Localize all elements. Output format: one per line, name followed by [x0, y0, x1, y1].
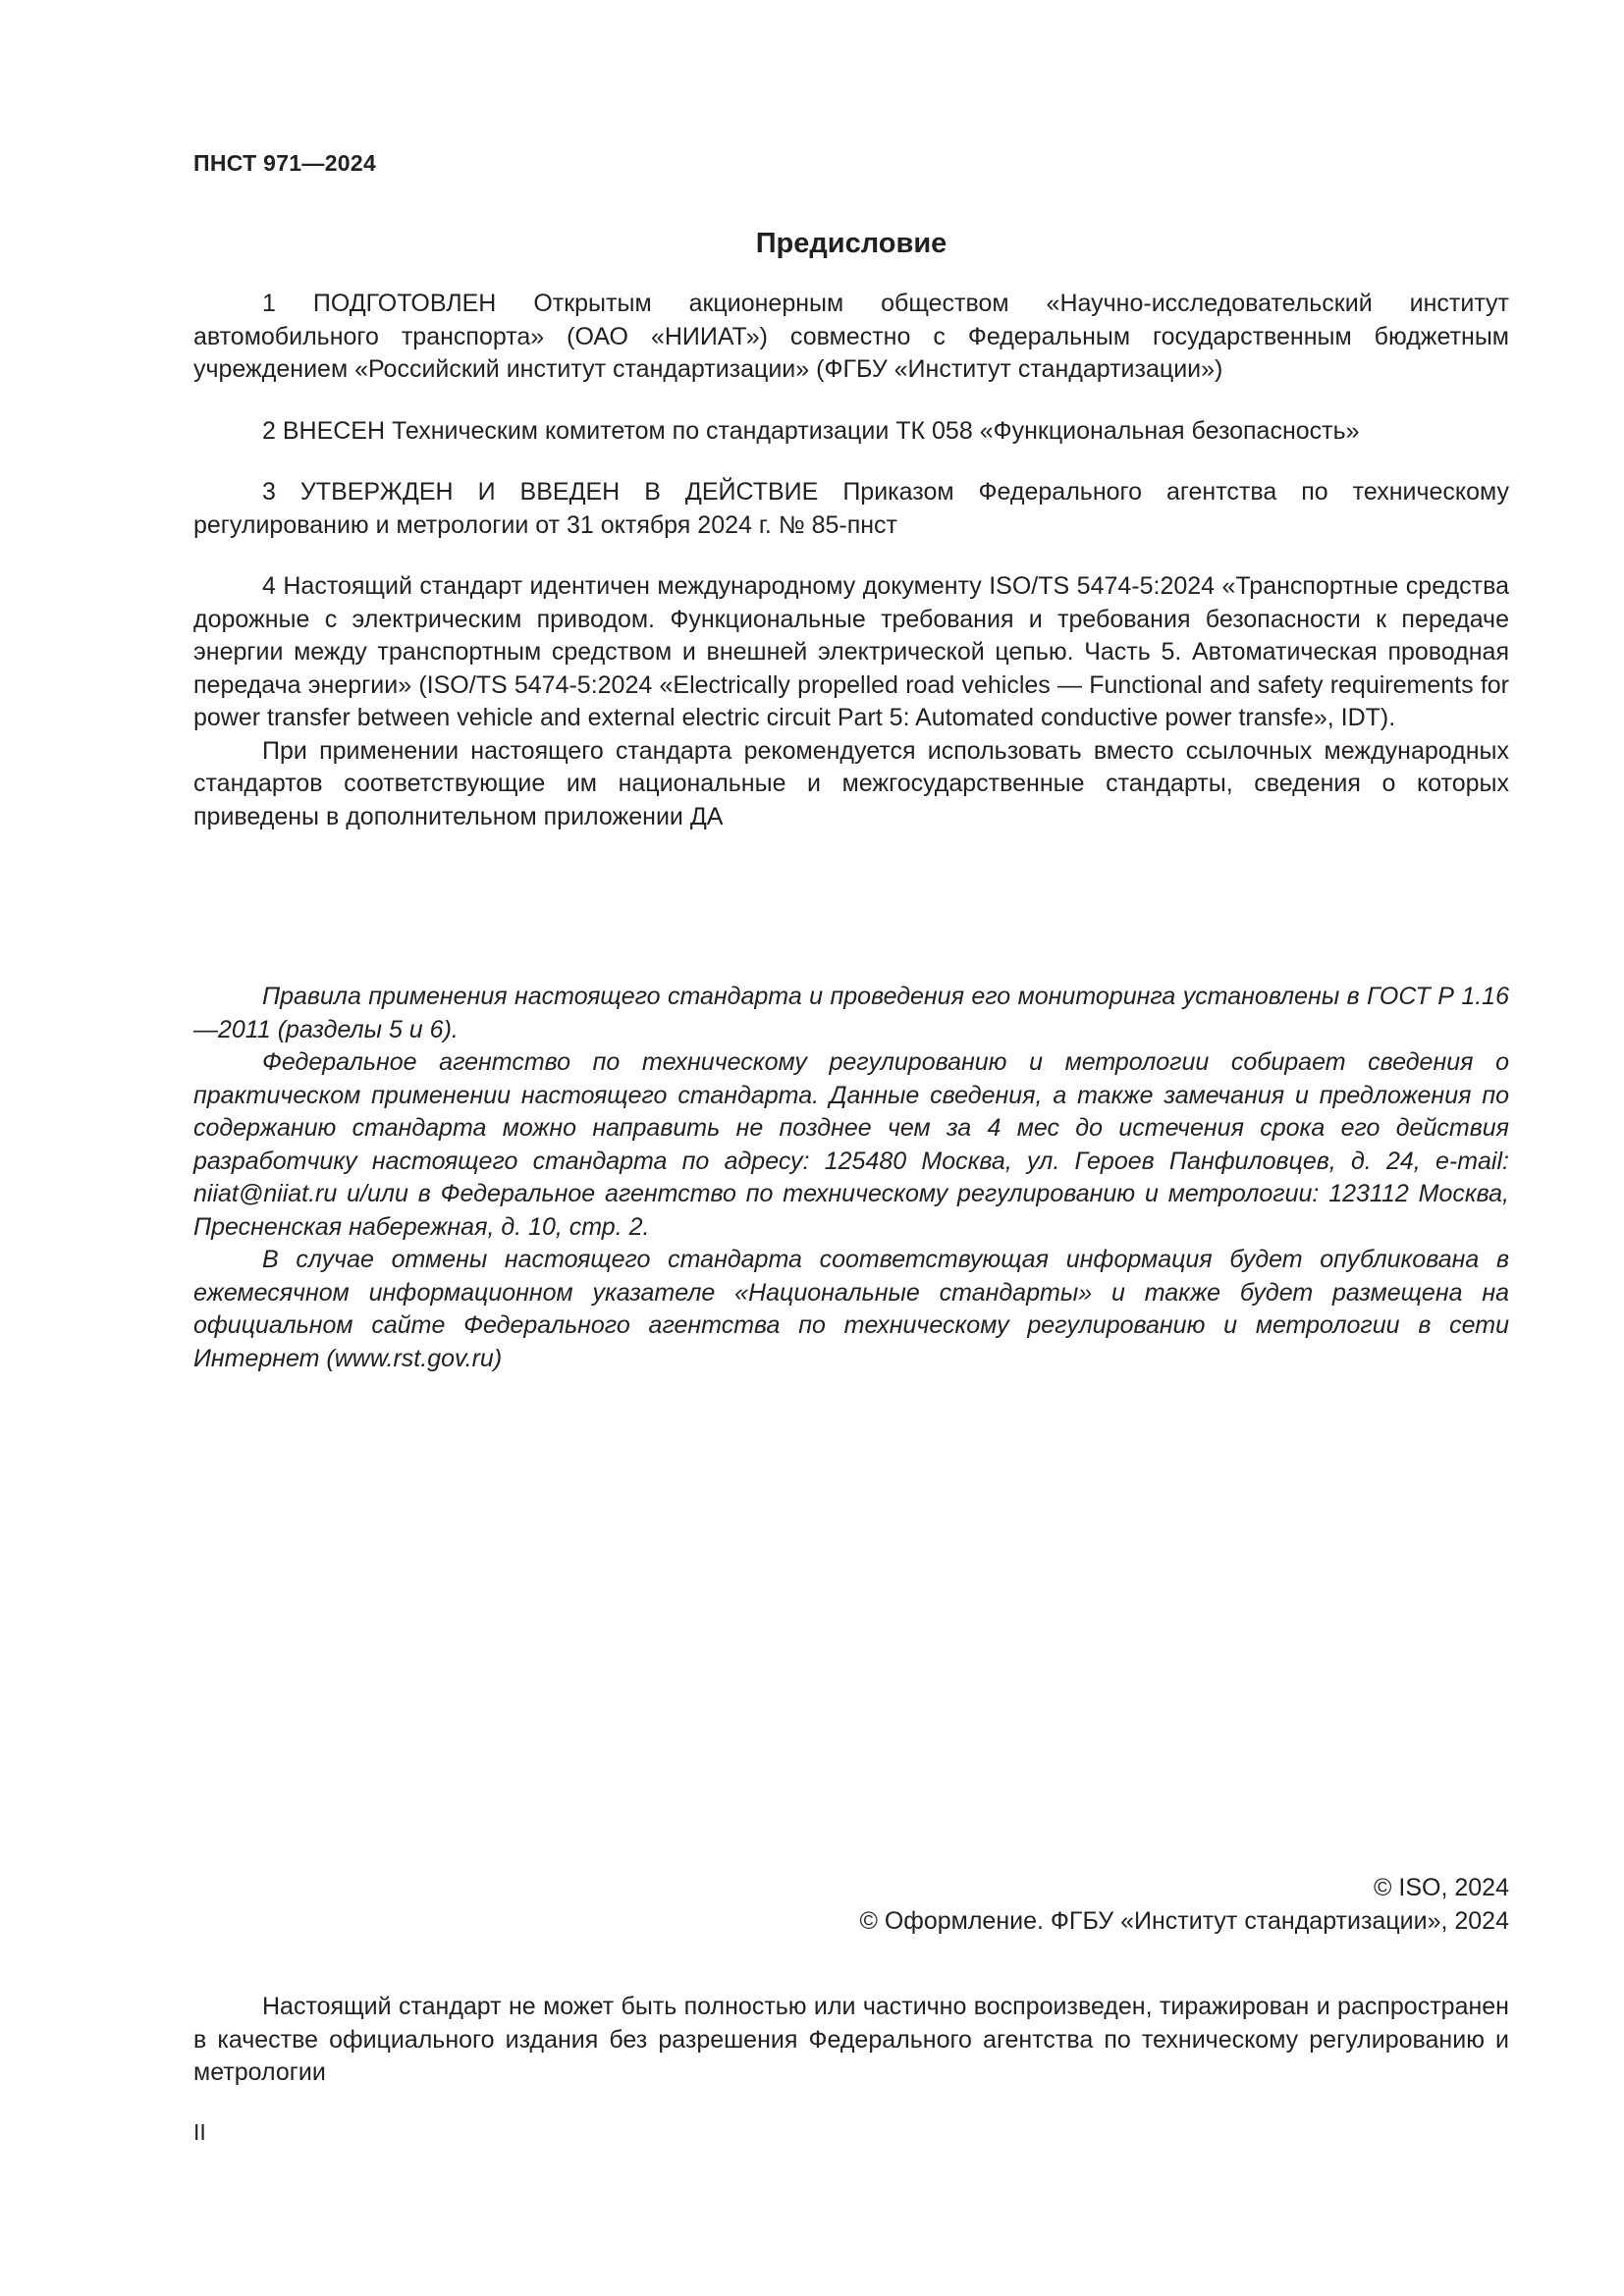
copyright-iso: © ISO, 2024: [1374, 1874, 1509, 1901]
copyright-block: [193, 1872, 1509, 1938]
notice-block: [193, 981, 1509, 1375]
foreword-item-4-note: При применении настоящего стандарта рекомендуется использовать вместо ссылочных международных стандартов соответствующие им национальные и межгосударственные стандарты, сведения о которых приведены в дополнительном приложении ДА: [193, 736, 1509, 830]
notice-feedback: Федеральное агентство по техническому регулированию и метрологии собирает сведения о практическом применении настоящего стандарта. Данные сведения, а также замечания и предложения по содержанию стандарта можно направить не позднее чем за 4 мес до истечения срока его действия разработчику настоящего стандарта по адресу: 125480 Москва, ул. Героев Панфиловцев, д. 24, e-mail: niiat@niiat.ru и/или в Федеральное агентство по техническому регулированию и метрологии: 123112 Москва, Пресненская набережная, д. 10, стр. 2.: [193, 1048, 1509, 1241]
notice-cancellation: В случае отмены настоящего стандарта соответствующая информация будет опубликована в ежемесячном информационном указателе «Национальные стандарты» и также будет размещена на официальном сайте Федерального агентства по техническому регулированию и метрологии в сети Интернет (www.rst.gov.ru): [193, 1246, 1509, 1372]
foreword-item-1: 1 ПОДГОТОВЛЕН Открытым акционерным обществом «Научно-исследовательский институт автомобильного транспорта» (ОАО «НИИАТ») совместно с Федеральным государственным бюджетным учреждением «Российский институт стандартизации» (ФГБУ «Институт стандартизации»): [193, 290, 1509, 383]
copyright-design: © Оформление. ФГБУ «Институт стандартизации», 2024: [859, 1906, 1509, 1935]
foreword-item-2: 2 ВНЕСЕН Техническим комитетом по стандартизации ТК 058 «Функциональная безопасность»: [262, 416, 1360, 445]
reproduction-notice: Настоящий стандарт не может быть полностью или частично воспроизведен, тиражирован и распространен в качестве официального издания без разрешения Федерального агентства по техническому регулированию и метрологии: [193, 1993, 1509, 2086]
foreword-items: [193, 288, 1509, 833]
document-code: ПНСТ 971—2024: [193, 150, 377, 176]
page-title: Предисловие: [755, 228, 947, 259]
foreword-item-4: 4 Настоящий стандарт идентичен международному документу ISO/TS 5474-5:2024 «Транспортные средства дорожные с электрическим приводом. Функциональные требования и требования безопасности к передаче энергии между транспортным средством и внешней электрической цепью. Часть 5. Автоматическая проводная передача энергии» (ISO/TS 5474-5:2024 «Electrically propelled road vehicles — Functional and safety requirements for power transfer between vehicle and external electric circuit Part 5: Automated conductive power transfe», IDT).: [193, 572, 1509, 731]
notice-rules: Правила применения настоящего стандарта и проведения его мониторинга установлены в ГОСТ Р 1.16—2011 (разделы 5 и 6).: [193, 983, 1509, 1043]
page-number: II: [193, 2119, 206, 2145]
foreword-item-3: 3 УТВЕРЖДЕН И ВВЕДЕН В ДЕЙСТВИЕ Приказом Федерального агентства по техническому регулированию и метрологии от 31 октября 2024 г. № 85-пнст: [193, 478, 1509, 539]
reproduction-notice-block: [193, 1991, 1509, 2090]
